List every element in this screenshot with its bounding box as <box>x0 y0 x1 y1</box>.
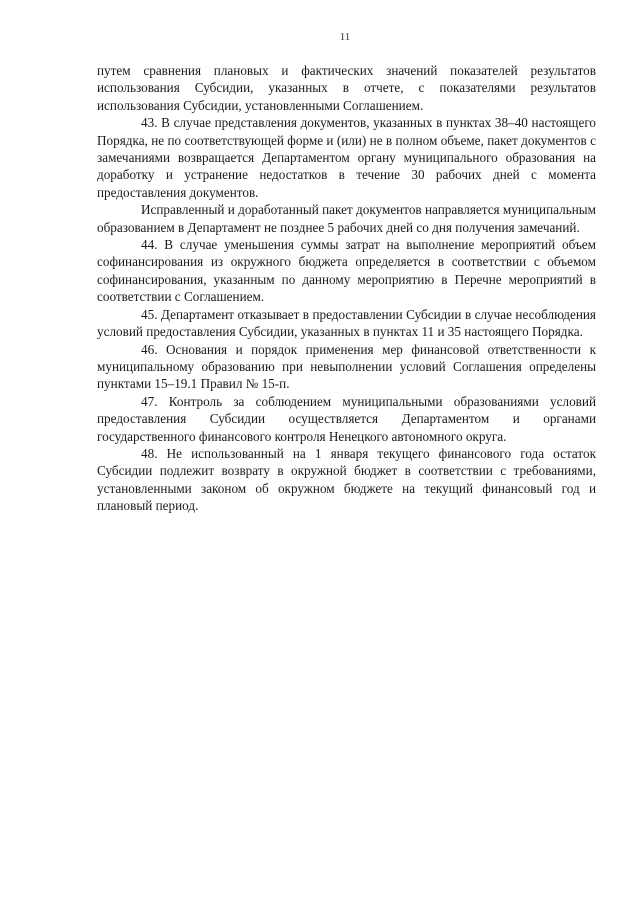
document-body <box>97 62 596 515</box>
paragraph-corrected-package: Исправленный и доработанный пакет документов направляется муниципальным образованием в Департамент не позднее 5 рабочих дней со дня получения замечаний. <box>97 202 596 235</box>
paragraph-item-48: 48. Не использованный на 1 января текущего финансового года остаток Субсидии подлежит возврату в окружной бюджет в соответствии с требованиями, установленными законом об окружном бюджете на текущий финансовый год и плановый период. <box>97 445 596 514</box>
page-number: 11 <box>339 31 351 43</box>
paragraph-continuation: путем сравнения плановых и фактических значений показателей результатов использования Субсидии, указанных в отчете, с показателями результатов использования Субсидии, установленными Соглашением. <box>97 63 596 113</box>
paragraph-item-43: 43. В случае представления документов, указанных в пунктах 38–40 настоящего Порядка, не по соответствующей форме и (или) не в полном объеме, пакет документов с замечаниями возвращается Департаментом органу муниципального образования на доработку и устранение недостатков в течение 30 рабочих дней с момента предоставления документов. <box>97 115 596 200</box>
paragraph-item-45: 45. Департамент отказывает в предоставлении Субсидии в случае несоблюдения условий предоставления Субсидии, указанных в пунктах 11 и 35 настоящего Порядка. <box>97 306 596 340</box>
paragraph-item-46: 46. Основания и порядок применения мер финансовой ответственности к муниципальному образованию при невыполнении условий Соглашения определены пунктами 15–19.1 Правил № 15-п. <box>97 341 596 392</box>
paragraph-item-44: 44. В случае уменьшения суммы затрат на выполнение мероприятий объем софинансирования из окружного бюджета определяется в соответствии с объемом софинансирования, указанным по данному мероприятию в Перечне мероприятий в соответствии с Соглашением. <box>97 237 596 305</box>
paragraph-item-47: 47. Контроль за соблюдением муниципальными образованиями условий предоставления Субсидии осуществляется Департаментом и органами государственного финансового контроля Ненецкого автономного округа. <box>97 393 596 444</box>
